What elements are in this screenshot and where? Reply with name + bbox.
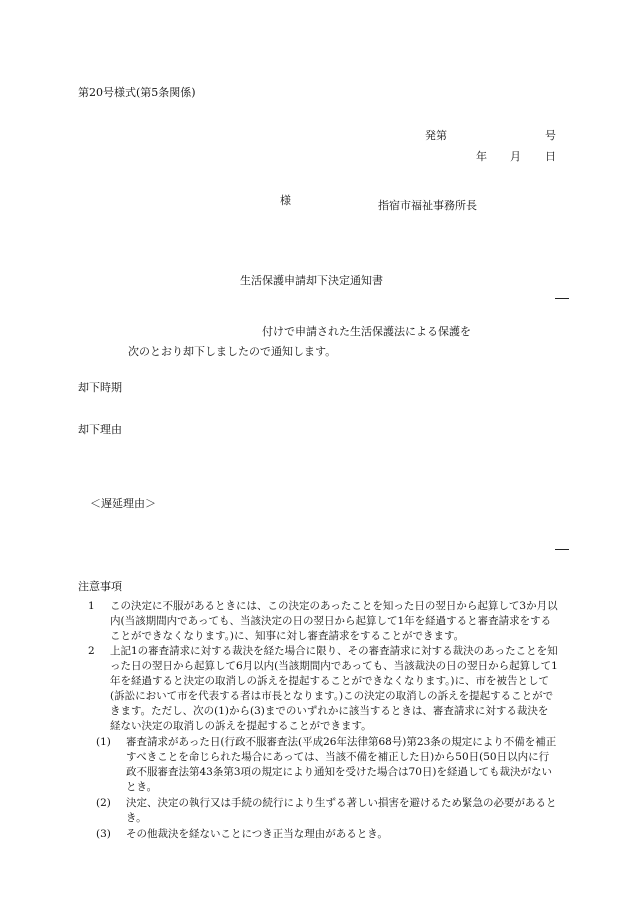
note-number: 1 <box>88 600 95 612</box>
rejection-time-label: 却下時期 <box>78 381 122 394</box>
divider-dash-bottom <box>555 549 569 550</box>
doc-number-suffix: 号 <box>545 129 556 142</box>
note-subitem-text: その他裁決を経ないことにつき正当な理由があるとき。 <box>126 828 388 840</box>
divider-dash-top <box>555 298 569 299</box>
note-subitem <box>96 735 558 795</box>
notes-heading: 注意事項 <box>78 580 122 593</box>
doc-number-prefix: 発第 <box>425 129 447 142</box>
date-day: 日 <box>545 150 556 163</box>
date-year: 年 <box>476 150 487 163</box>
note-text: この決定に不服があるときには、この決定のあったことを知った日の翌日から起算して3か月以内(当該期間内であっても、当該決定の日の翌日から起算して1年を経過すると審査請求をすることができなくなります。)に、知事に対し審査請求をすることができます。 <box>110 600 558 642</box>
delay-reason-label: ＜遅延理由＞ <box>90 497 156 510</box>
note-subitem-number: (3) <box>96 828 111 840</box>
notes-section <box>78 578 558 842</box>
document-title: 生活保護申請却下決定通知書 <box>240 274 383 287</box>
note-subitem <box>96 796 558 826</box>
rejection-reason-label: 却下理由 <box>78 423 122 436</box>
note-subitem-number: (1) <box>96 736 111 748</box>
form-number: 第20号様式(第5条関係) <box>78 86 196 99</box>
note-subitem-text: 決定、決定の執行又は手続の続行により生ずる著しい損害を避けるため緊急の必要があるとき。 <box>126 797 557 824</box>
body-line-2: 次のとおり却下しましたので通知します。 <box>128 345 337 358</box>
issuer-name: 指宿市福祉事務所長 <box>378 199 477 212</box>
note-number: 2 <box>88 645 95 657</box>
addressee-suffix: 様 <box>280 194 291 207</box>
note-text: 上記1の審査請求に対する裁決を経た場合に限り、その審査請求に対する裁決のあったことを知った日の翌日から起算して6月以内(当該期間内であっても、当該裁決の日の翌日から起算して1年を経過すると決定の取消しの訴えを提起することができなくなります。)に、市を被告として(訴訟において市を代表する者は市長となります。)この決定の取消しの訴えを提起することができます。ただし、次の(1)から(3)までのいずれかに該当するときは、審査請求に対する裁決を経ない決定の取消しの訴えを提起することができます。 <box>110 645 558 732</box>
date-month: 月 <box>510 150 521 163</box>
note-subitem <box>96 827 558 842</box>
body-line-1: 付けで申請された生活保護法による保護を <box>262 325 471 338</box>
note-subitem-text: 審査請求があった日(行政不服審査法(平成26年法律第68号)第23条の規定により不備を補正すべきことを命じられた場合にあっては、当該不備を補正した日)から50日(50日以内に行政不服審査法第43条第3項の規定により通知を受けた場合は70日)を経過しても裁決がないとき。 <box>126 736 557 793</box>
note-item <box>88 599 558 644</box>
note-item <box>88 644 558 734</box>
note-subitem-number: (2) <box>96 797 111 809</box>
